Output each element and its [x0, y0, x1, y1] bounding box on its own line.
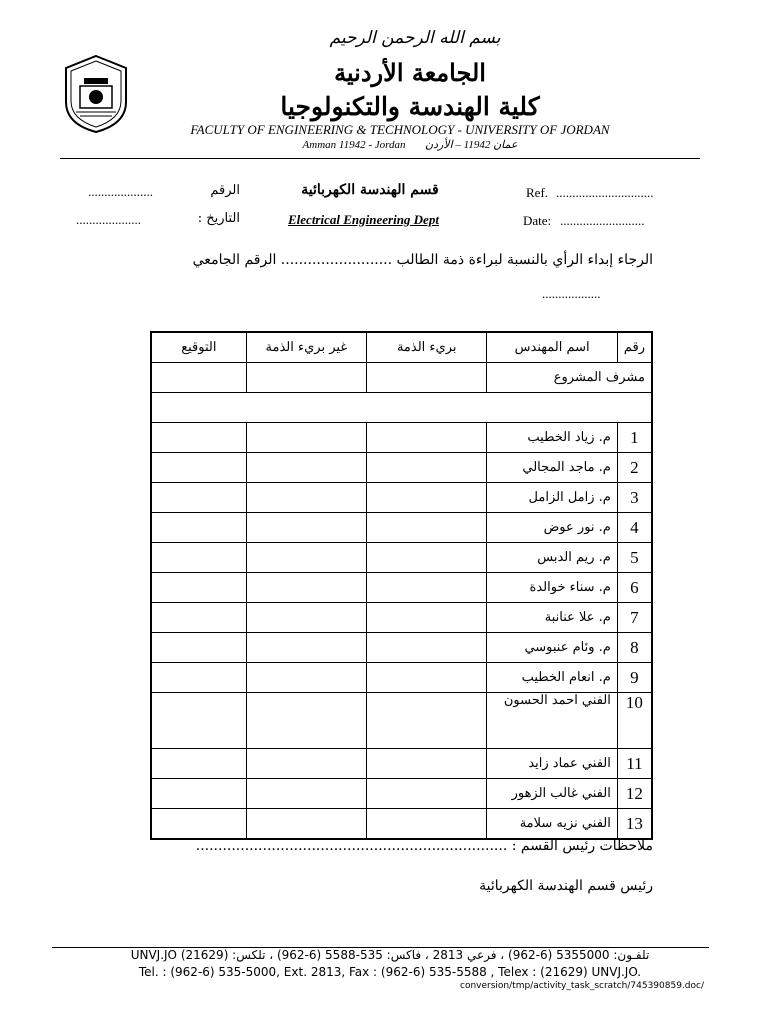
contact-english: Tel. : (962-6) 535-5000, Ext. 2813, Fax : (962-6) 535-5588 , Telex : (21629) UNVJ.JO. — [138, 965, 642, 979]
faculty-name-english: FACULTY OF ENGINEERING & TECHNOLOGY - UNIVERSITY OF JORDAN — [190, 122, 610, 137]
header-signature: التوقيع — [151, 332, 246, 363]
not-cleared-cell[interactable] — [246, 423, 366, 453]
supervisor-cleared-cell[interactable] — [367, 363, 487, 393]
row-number: 13 — [617, 809, 652, 840]
header-not-cleared: غير بريء الذمة — [246, 332, 366, 363]
table-row — [151, 663, 652, 693]
signature-cell[interactable] — [151, 423, 246, 453]
signature-cell[interactable] — [151, 573, 246, 603]
cleared-cell[interactable] — [367, 693, 487, 749]
cleared-cell[interactable] — [367, 423, 487, 453]
signature-cell[interactable] — [151, 483, 246, 513]
row-number: 6 — [617, 573, 652, 603]
cleared-cell[interactable] — [367, 573, 487, 603]
signature-cell[interactable] — [151, 633, 246, 663]
department-head-title: رئيس قسم الهندسة الكهربائية — [479, 878, 653, 894]
engineer-name: الفني عماد زايد — [487, 749, 617, 779]
signature-cell[interactable] — [151, 603, 246, 633]
engineer-name: م. علا عنانبة — [487, 603, 617, 633]
dept-english: Electrical Engineering Dept — [288, 212, 439, 227]
engineer-name: م. زامل الزامل — [487, 483, 617, 513]
table-row — [151, 749, 652, 779]
table-row — [151, 693, 652, 749]
not-cleared-cell[interactable] — [246, 693, 366, 749]
supervisor-signature-cell[interactable] — [151, 363, 246, 393]
not-cleared-cell[interactable] — [246, 483, 366, 513]
cleared-cell[interactable] — [367, 603, 487, 633]
table-row — [151, 779, 652, 809]
document-path: conversion/tmp/activity_task_scratch/745390859.doc/ — [460, 981, 704, 991]
engineer-name: م. ريم الدبس — [487, 543, 617, 573]
row-number: 5 — [617, 543, 652, 573]
row-number: 11 — [617, 749, 652, 779]
clearance-table — [150, 331, 653, 840]
university-seal-logo — [62, 54, 130, 134]
not-cleared-cell[interactable] — [246, 779, 366, 809]
cleared-cell[interactable] — [367, 633, 487, 663]
date-english-dots: .......................... — [560, 213, 645, 228]
signature-cell[interactable] — [151, 453, 246, 483]
dept-arabic: قسم الهندسة الكهربائية — [301, 182, 439, 198]
table-row — [151, 543, 652, 573]
table-row — [151, 453, 652, 483]
row-number: 8 — [617, 633, 652, 663]
row-number: 9 — [617, 663, 652, 693]
engineer-name: م. سناء خوالدة — [487, 573, 617, 603]
table-row — [151, 573, 652, 603]
header-engineer-name: اسم المهندس — [487, 332, 617, 363]
cleared-cell[interactable] — [367, 749, 487, 779]
ref-english-label: Ref. — [526, 185, 549, 200]
engineer-name: الفني احمد الحسون — [487, 693, 617, 749]
basmala: بسم الله الرحمن الرحيم — [329, 28, 501, 48]
university-name-arabic: الجامعة الأردنية — [334, 58, 486, 87]
date-english-label: Date: — [523, 213, 552, 228]
signature-cell[interactable] — [151, 809, 246, 840]
cleared-cell[interactable] — [367, 543, 487, 573]
cleared-cell[interactable] — [367, 779, 487, 809]
supervisor-row — [151, 363, 652, 393]
row-number: 10 — [617, 693, 652, 749]
engineer-name: الفني غالب الزهور — [487, 779, 617, 809]
date-arabic-dots: .................... — [76, 212, 141, 227]
not-cleared-cell[interactable] — [246, 663, 366, 693]
header-number: رقم — [617, 332, 652, 363]
contact-arabic: تلفـون: 5355000 (6-962) ، فرعي 2813 ، فاكس: 535-5588 (6-962) ، تلكس: (21629) UNVJ.JO — [130, 948, 650, 962]
cleared-cell[interactable] — [367, 663, 487, 693]
engineer-name: م. نور عوض — [487, 513, 617, 543]
signature-cell[interactable] — [151, 693, 246, 749]
header-divider — [60, 158, 700, 159]
table-row — [151, 483, 652, 513]
not-cleared-cell[interactable] — [246, 513, 366, 543]
not-cleared-cell[interactable] — [246, 573, 366, 603]
engineer-name: م. زياد الخطيب — [487, 423, 617, 453]
not-cleared-cell[interactable] — [246, 603, 366, 633]
not-cleared-cell[interactable] — [246, 749, 366, 779]
request-line: الرجاء إبداء الرأي بالنسبة لبراءة ذمة الطالب ......................... الرقم الجامعي — [192, 252, 653, 268]
engineer-name: م. وئام عنبوسي — [487, 633, 617, 663]
faculty-name-arabic: كلية الهندسة والتكنولوجيا — [280, 92, 540, 121]
date-arabic-label: التاريخ : — [197, 211, 240, 226]
supervisor-label: مشرف المشروع — [487, 363, 652, 393]
table-gap-row — [151, 393, 652, 423]
row-number: 2 — [617, 453, 652, 483]
signature-cell[interactable] — [151, 543, 246, 573]
not-cleared-cell[interactable] — [246, 453, 366, 483]
signature-cell[interactable] — [151, 749, 246, 779]
row-number: 4 — [617, 513, 652, 543]
address-line — [200, 138, 620, 151]
address-english: Amman 11942 - Jordan — [302, 139, 406, 151]
supervisor-not-cleared-cell[interactable] — [246, 363, 366, 393]
signature-cell[interactable] — [151, 513, 246, 543]
cleared-cell[interactable] — [367, 453, 487, 483]
not-cleared-cell[interactable] — [246, 633, 366, 663]
engineer-name: م. ماجد المجالي — [487, 453, 617, 483]
not-cleared-cell[interactable] — [246, 809, 366, 840]
signature-cell[interactable] — [151, 779, 246, 809]
not-cleared-cell[interactable] — [246, 543, 366, 573]
address-arabic: عمان 11942 – الأردن — [425, 139, 518, 151]
department-head-notes: ملاحظات رئيس القسم : ...................................................................... — [195, 838, 653, 854]
table-row — [151, 513, 652, 543]
ref-arabic-dots: .................... — [88, 184, 153, 199]
table-row — [151, 809, 652, 840]
row-number: 12 — [617, 779, 652, 809]
ref-arabic-label: الرقم — [210, 183, 240, 198]
engineer-name: م. انعام الخطيب — [487, 663, 617, 693]
ref-english-dots: .............................. — [556, 185, 654, 200]
signature-cell[interactable] — [151, 663, 246, 693]
header-cleared: بريء الذمة — [367, 332, 487, 363]
row-number: 3 — [617, 483, 652, 513]
row-number: 1 — [617, 423, 652, 453]
cleared-cell[interactable] — [367, 513, 487, 543]
cleared-cell[interactable] — [367, 483, 487, 513]
engineer-name: الفني نزيه سلامة — [487, 809, 617, 840]
row-number: 7 — [617, 603, 652, 633]
table-row — [151, 603, 652, 633]
table-row — [151, 633, 652, 663]
table-row — [151, 423, 652, 453]
table-header-row — [151, 332, 652, 363]
student-id-dots: .................. — [542, 286, 601, 301]
cleared-cell[interactable] — [367, 809, 487, 840]
